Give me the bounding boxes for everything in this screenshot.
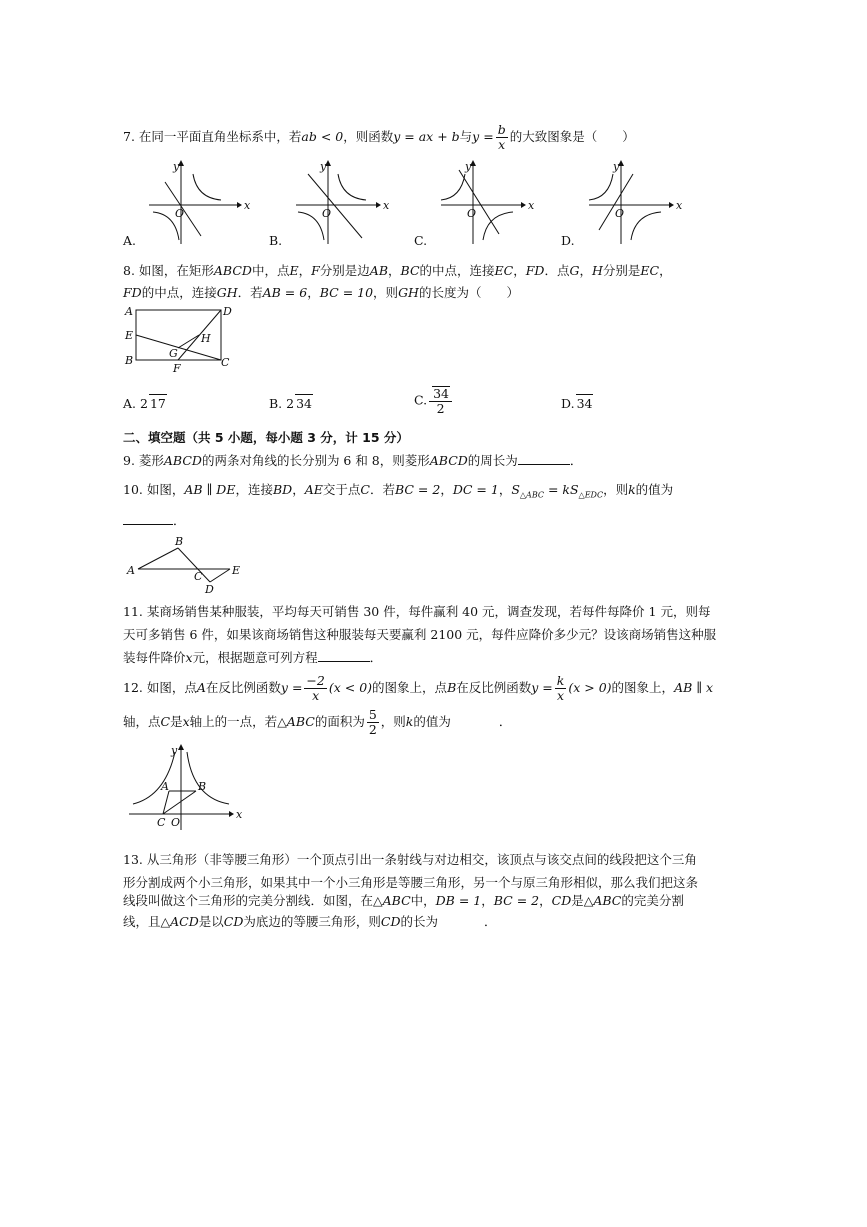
- q7-graph-c: [437, 160, 537, 246]
- svg-text:O: O: [175, 207, 185, 220]
- q7-graph-d: [585, 160, 685, 246]
- q13-line2: 形分割成两个小三角形，如果其中一个小三角形是等腰三角形，另一个与原三角形相似，那么我们把这条: [123, 875, 699, 890]
- q10-answer: ．: [123, 512, 186, 530]
- q8-stem-line1: 8. 如图，在矩形ABCD中，点E，F分别是边AB，BC的中点，连接EC，FD．点G，H分别是EC，: [123, 263, 672, 278]
- svg-text:y: y: [613, 160, 620, 173]
- svg-text:B: B: [175, 535, 184, 548]
- svg-text:y: y: [171, 744, 178, 757]
- svg-text:B: B: [125, 354, 134, 367]
- svg-text:F: F: [173, 362, 181, 375]
- svg-text:G: G: [169, 347, 178, 360]
- q7-option-b: B.: [269, 233, 283, 248]
- svg-text:C: C: [157, 816, 166, 829]
- q7-option-c: C.: [414, 233, 428, 248]
- svg-text:y: y: [320, 160, 327, 173]
- q7-option-d: D.: [561, 233, 575, 248]
- q13-line3: 线段叫做这个三角形的完美分割线．如图，在△ABC中，DB = 1，BC = 2，CD是△ABC的完美分割: [123, 893, 684, 908]
- q8-figure: [123, 304, 238, 374]
- svg-text:A: A: [161, 780, 169, 793]
- q12-stem-line2: 轴，点C是x轴上的一点，若△ABC的面积为 $\frac{5}{2}$ ，则k的值为 ．: [123, 707, 512, 737]
- svg-text:x: x: [244, 199, 251, 212]
- q11-answer-blank[interactable]: [318, 661, 370, 662]
- svg-text:C: C: [221, 356, 230, 369]
- svg-text:y: y: [173, 160, 180, 173]
- svg-text:O: O: [615, 207, 625, 220]
- q10-answer-blank[interactable]: [123, 524, 173, 525]
- section-heading: 二、填空题（共 5 小题，每小题 3 分，计 15 分）: [123, 430, 409, 445]
- svg-text:x: x: [528, 199, 535, 212]
- q12-stem-line1: 12. 如图，点A在反比例函数y = $\frac{-2}{x}$ (x < 0)的图象上，点B在反比例函数y = $\frac{k}{x}$ (x > 0)的图象上，AB ∥ x: [123, 673, 714, 703]
- q8-option-b: B. 2 34: [269, 396, 312, 411]
- q8-option-a: A. 2 17: [123, 396, 166, 411]
- svg-text:A: A: [127, 564, 135, 577]
- q7-graph-a: [145, 160, 251, 246]
- q7-option-a: A.: [123, 233, 137, 248]
- svg-text:D: D: [205, 583, 214, 596]
- svg-text:H: H: [201, 332, 211, 345]
- svg-text:y: y: [465, 160, 472, 173]
- q11-line3: 装每件降价x元，根据题意可列方程 ．: [123, 650, 383, 665]
- svg-text:O: O: [322, 207, 332, 220]
- svg-text:D: D: [223, 305, 232, 318]
- q8-option-d: D. 34: [561, 396, 593, 411]
- svg-text:A: A: [125, 305, 133, 318]
- q10-figure: [123, 534, 248, 596]
- q13-line1: 13. 从三角形（非等腰三角形）一个顶点引出一条射线与对边相交，该顶点与该交点间的线段把这个三角: [123, 852, 697, 867]
- svg-text:x: x: [383, 199, 390, 212]
- q7-graph-b: [292, 160, 392, 246]
- q9-answer-blank[interactable]: [518, 464, 570, 465]
- svg-text:C: C: [194, 570, 203, 583]
- q7-stem: 7. 在同一平面直角坐标系中，若ab < 0，则函数y = ax + b与y = $\frac{b}{x}$ 的大致图象是（ ）: [123, 122, 635, 152]
- q11-line1: 11. 某商场销售某种服装，平均每天可销售 30 件，每件赢利 40 元，调查发现，若每件每降价 1 元，则每: [123, 604, 711, 619]
- q11-line2: 天可多销售 6 件，如果该商场销售这种服装每天要赢利 2100 元，每件应降价多少元？设该商场销售这种服: [123, 627, 717, 642]
- svg-text:O: O: [467, 207, 477, 220]
- q9-stem: 9. 菱形ABCD的两条对角线的长分别为 6 和 8，则菱形ABCD的周长为 ．: [123, 453, 583, 468]
- q8-option-c: C. $\frac{34}{2}$: [414, 386, 454, 416]
- svg-text:E: E: [232, 564, 241, 577]
- q13-line4: 线，且△ACD是以CD为底边的等腰三角形，则CD的长为 ．: [123, 914, 497, 929]
- svg-text:E: E: [125, 329, 134, 342]
- svg-text:B: B: [198, 780, 207, 793]
- q8-stem-line2: FD的中点，连接GH．若AB = 6，BC = 10，则GH的长度为（ ）: [123, 285, 519, 300]
- q10-stem: 10. 如图，AB ∥ DE，连接BD，AE交于点C．若BC = 2，DC = 1，$S_{\triangle ABC} = kS_{\triangle EDC}$，则k的值为: [123, 482, 674, 500]
- svg-text:O: O: [171, 816, 181, 829]
- q12-figure: [125, 744, 250, 832]
- svg-text:x: x: [236, 808, 243, 821]
- svg-text:x: x: [676, 199, 683, 212]
